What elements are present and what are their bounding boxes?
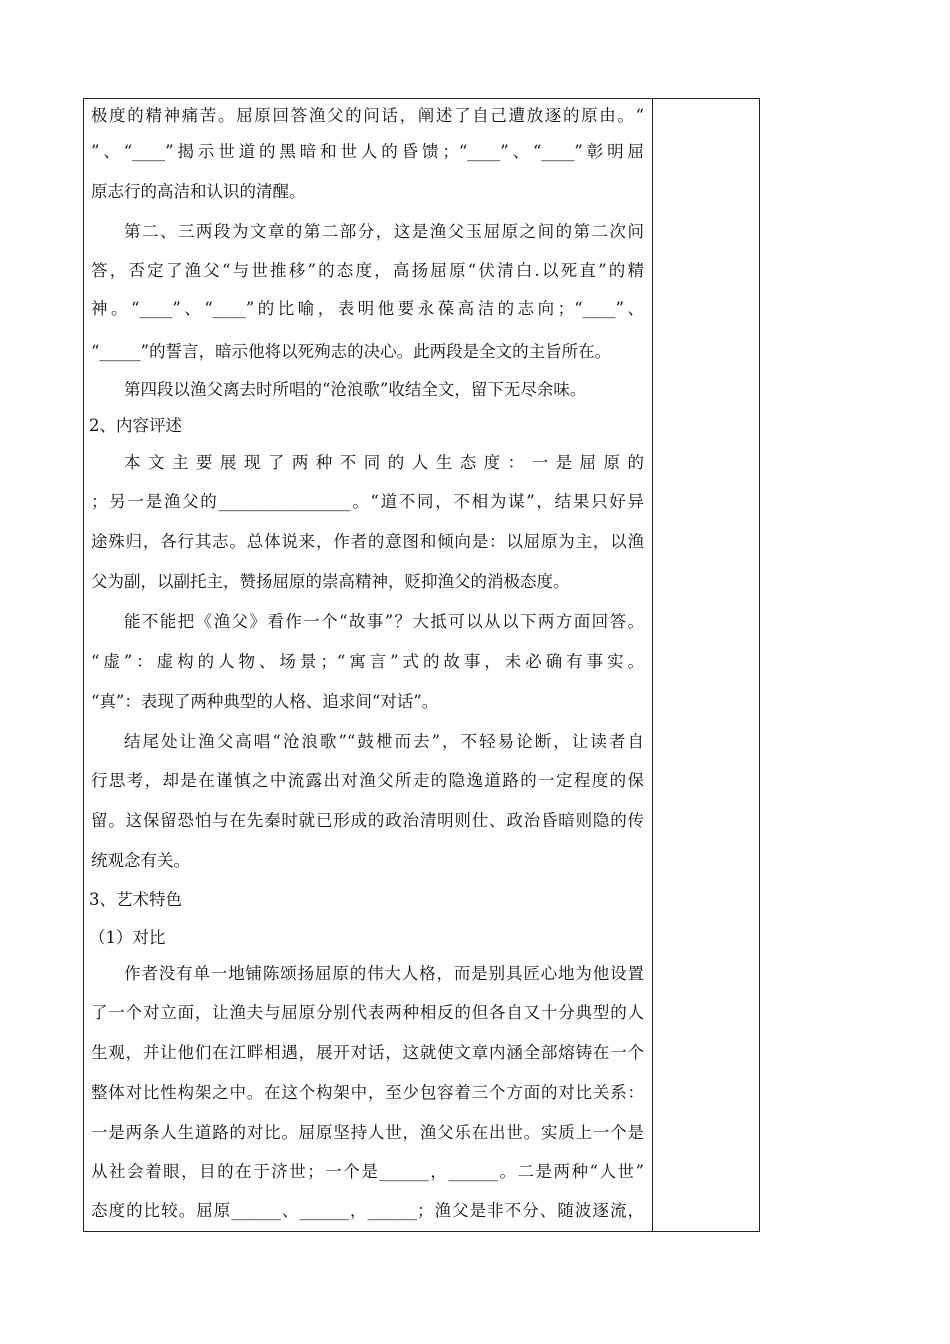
text-line: 态度的比较。屈原______、______，______；渔父是非不分、随波逐流， — [91, 1201, 644, 1220]
text-line: 能不能把《渔父》看作一个“故事”？大抵可以从以下两方面回答。 — [124, 612, 644, 631]
section-heading: 3、艺术特色 — [89, 890, 182, 909]
text-line: 留。这保留恐怕与在先秦时就已形成的政治清明则仕、政治昏暗则隐的传 — [91, 811, 644, 830]
text-line: 作者没有单一地铺陈颂扬屈原的伟大人格，而是别具匠心地为他设置 — [124, 964, 644, 983]
text-line: 本文主要展现了两种不同的人生态度：一是屈原的 — [124, 453, 644, 472]
text-line: 了一个对立面，让渔夫与屈原分别代表两种相反的但各自又十分典型的人 — [91, 1003, 644, 1022]
text-line: 答，否定了渔父“与世推移”的态度，高扬屈原“伏清白.以死直”的精 — [91, 261, 644, 280]
column-divider — [652, 98, 653, 1232]
text-line: “_____”的誓言，暗示他将以死殉志的决心。此两段是全文的主旨所在。 — [91, 342, 612, 361]
text-line: 整体对比性构架之中。在这个构架中，至少包容着三个方面的对比关系： — [91, 1083, 644, 1102]
text-line: ；另一是渔父的________________。“道不同，不相为谋”，结果只好异 — [91, 492, 644, 511]
text-line: 一是两条人生道路的对比。屈原坚持人世，渔父乐在出世。实质上一个是 — [91, 1123, 644, 1142]
text-line: ”、“____”揭示世道的黑暗和世人的昏馈；“____”、“____”彰明屈 — [91, 142, 644, 161]
text-line: 极度的精神痛苦。屈原回答渔父的问话，阐述了自己遭放逐的原由。“ — [91, 106, 644, 125]
text-line: 第二、三两段为文章的第二部分，这是渔父玉屈原之间的第二次问 — [124, 222, 644, 241]
text-line: “虚”：虚构的人物、场景；“寓言”式的故事，未必确有事实。 — [91, 652, 644, 671]
section-heading: 2、内容评述 — [89, 416, 182, 435]
text-line: 途殊归，各行其志。总体说来，作者的意图和倾向是：以屈原为主，以渔 — [91, 532, 644, 551]
text-line: 从社会着眼，目的在于济世；一个是______，______。二是两种“人世” — [91, 1162, 644, 1181]
text-line: “真”：表现了两种典型的人格、追求间“对话”。 — [91, 692, 439, 711]
text-line: 统观念有关。 — [91, 851, 190, 870]
subsection-heading: （1）对比 — [89, 928, 166, 947]
text-line: 原志行的高洁和认识的清醒。 — [91, 182, 306, 201]
text-line: 父为副，以副托主，赞扬屈原的崇高精神，贬抑渔父的消极态度。 — [91, 572, 570, 591]
text-line: 神。“____”、“____”的比喻，表明他要永葆高洁的志向；“____”、 — [91, 299, 644, 318]
text-line: 第四段以渔父离去时所唱的“沧浪歌”收结全文，留下无尽余味。 — [124, 380, 587, 399]
text-line: 生观，并让他们在江畔相遇，展开对话，这就使文章内涵全部熔铸在一个 — [91, 1043, 644, 1062]
text-line: 行思考，却是在谨慎之中流露出对渔父所走的隐逸道路的一定程度的保 — [91, 771, 644, 790]
text-line: 结尾处让渔父高唱“沧浪歌”“鼓枻而去”，不轻易论断，让读者自 — [124, 732, 644, 751]
